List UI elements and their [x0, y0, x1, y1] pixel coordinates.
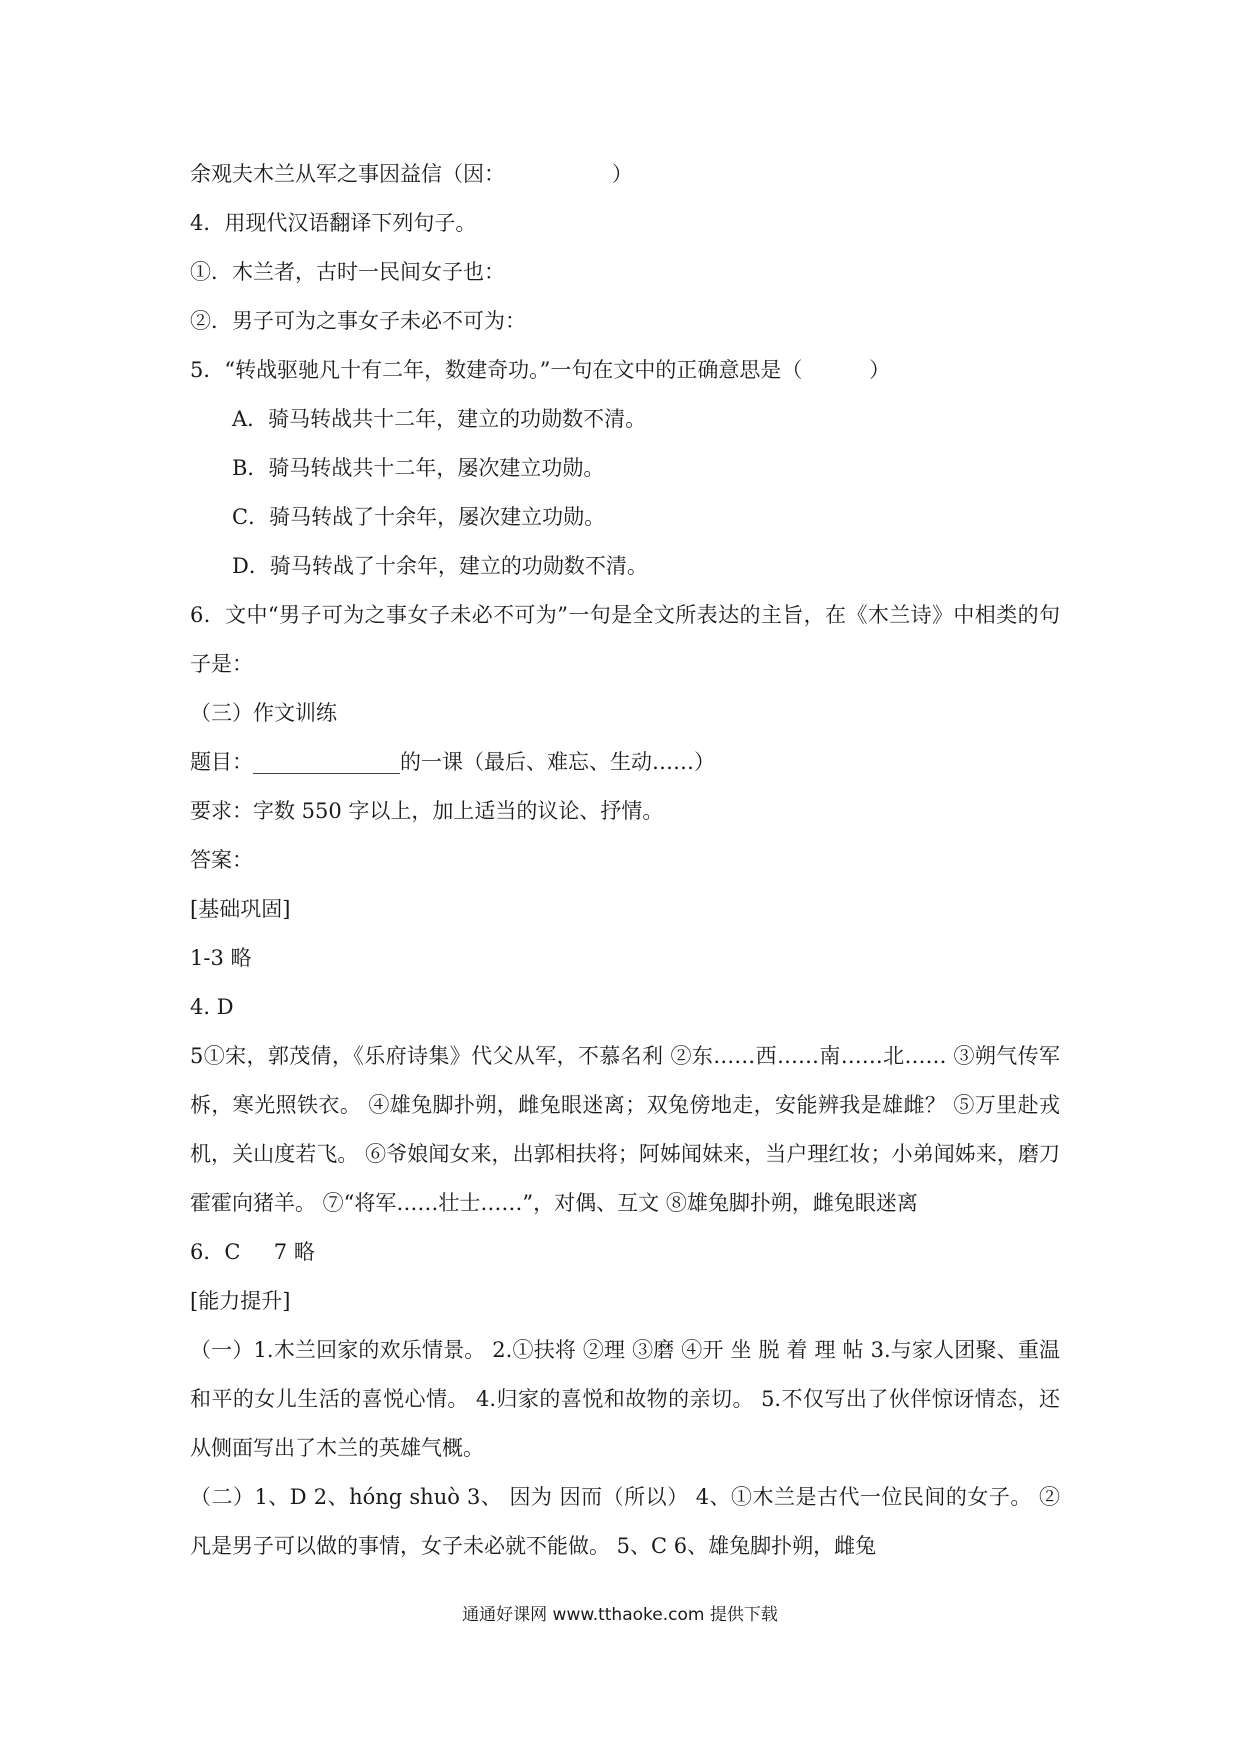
answer-paragraph: （二）1、D 2、hóng shuò 3、 因为 因而（所以） 4、①木兰是古代一位民间的女子。 ②凡是男子可以做的事情，女子未必就不能做。 5、C 6、雄兔脚扑朔，雌兔: [190, 1485, 1060, 1558]
section-heading: [能力提升]: [190, 1289, 291, 1313]
page-footer: 通通好课网 www.tthaoke.com 提供下载: [462, 1605, 778, 1625]
answer-paragraph: 5①宋，郭茂倩，《乐府诗集》代父从军，不慕名利 ②东……西……南……北…… ③朔气传军柝，寒光照铁衣。 ④雄兔脚扑朔，雌兔眼迷离；双兔傍地走，安能辨我是雄雌？ ⑤万里赴戎机，关山度若飞。 ⑥爷娘闻女来，出郭相扶将；阿姊闻妹来，当户理红妆；小弟闻姊来，磨刀霍霍向猪羊。 ⑦“将军……壮士……”，对偶、互文 ⑧雄兔脚扑朔，雌兔眼迷离: [190, 1044, 1060, 1215]
text-line: ②．男子可为之事女子未必不可为：: [190, 309, 526, 333]
text-line: 余观夫木兰从军之事因益信（因： ）: [190, 162, 633, 186]
answer-line: 1-3 略: [190, 946, 252, 970]
section-heading: （三）作文训练: [190, 701, 337, 725]
section-heading: [基础巩固]: [190, 897, 291, 921]
essay-requirement: 要求：字数 550 字以上，加上适当的议论、抒情。: [190, 799, 664, 823]
document-body: [190, 150, 1060, 1571]
question-6: 6．文中“男子可为之事女子未必不可为”一句是全文所表达的主旨，在《木兰诗》中相类的句子是：: [190, 603, 1060, 676]
question-4: 4．用现代汉语翻译下列句子。: [190, 211, 477, 235]
answer-paragraph: （一）1.木兰回家的欢乐情景。 2.①扶将 ②理 ③磨 ④开 坐 脱 着 理 帖 3.与家人团聚、重温和平的女儿生活的喜悦心情。 4.归家的喜悦和故物的亲切。 5.不仅写出了伙伴惊讶情态，还从侧面写出了木兰的英雄气概。: [190, 1338, 1060, 1460]
option-a: A．骑马转战共十二年，建立的功勋数不清。: [232, 407, 647, 431]
option-c: C．骑马转战了十余年，屡次建立功勋。: [232, 505, 606, 529]
answer-line: 4. D: [190, 995, 234, 1019]
question-5: 5．“转战驱驰凡十有二年，数建奇功。”一句在文中的正确意思是（ ）: [190, 358, 891, 382]
essay-title: 题目：______________的一课（最后、难忘、生动……）: [190, 750, 715, 774]
option-d: D．骑马转战了十余年，建立的功勋数不清。: [232, 554, 648, 578]
option-b: B．骑马转战共十二年，屡次建立功勋。: [232, 456, 605, 480]
answers-heading: 答案：: [190, 848, 253, 872]
answer-line: 6．C 7 略: [190, 1240, 315, 1264]
text-line: ①．木兰者，古时一民间女子也：: [190, 260, 505, 284]
